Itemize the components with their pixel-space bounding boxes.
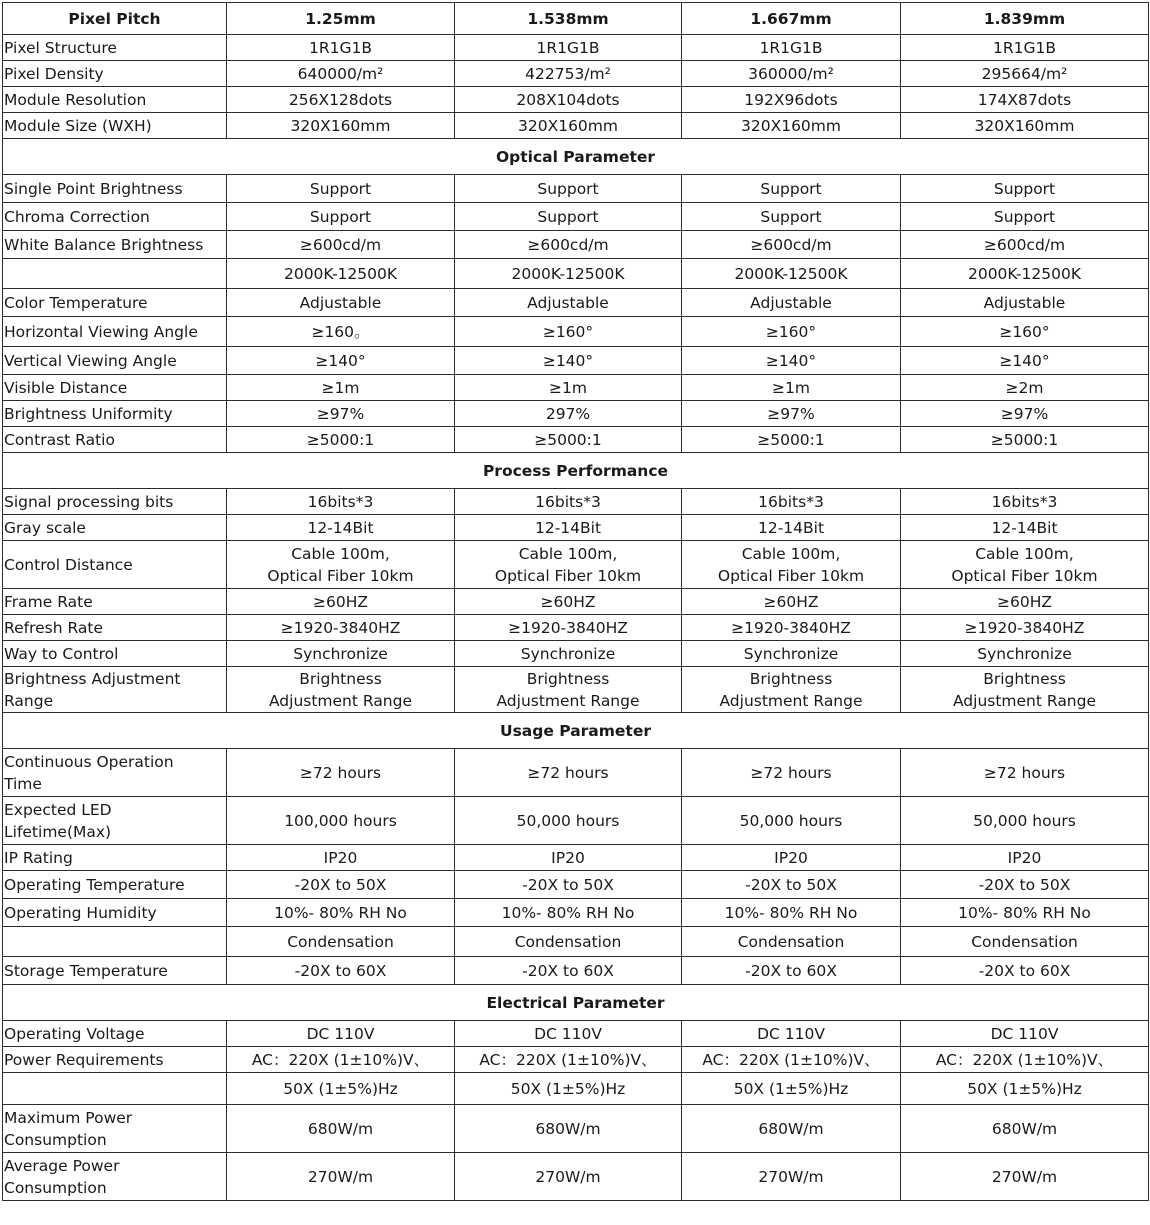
row-value-col-3: 680W/m (682, 1105, 901, 1153)
row-value-col-4: 12-14Bit (901, 515, 1149, 541)
row-value-col-2: 12-14Bit (455, 515, 682, 541)
section-header-row (3, 453, 1149, 489)
row-value-col-2: 1R1G1B (455, 35, 682, 61)
row-value-col-3: ≥600cd/m (682, 231, 901, 259)
row-value-col-2: ≥600cd/m (455, 231, 682, 259)
row-label: Signal processing bits (3, 489, 227, 515)
row-value-col-2: Support (455, 203, 682, 231)
table-row (3, 1153, 1149, 1201)
header-label: Pixel Pitch (3, 3, 227, 35)
table-row (3, 667, 1149, 713)
row-label: Operating Humidity (3, 899, 227, 927)
row-value-col-3: -20X to 60X (682, 957, 901, 985)
row-value-col-3: Brightness Adjustment Range (682, 667, 901, 713)
row-value-col-4: Support (901, 203, 1149, 231)
row-value-col-3: 50X (1±5%)Hz (682, 1073, 901, 1105)
row-value-col-3: Adjustable (682, 289, 901, 317)
table-row (3, 35, 1149, 61)
table-row (3, 259, 1149, 289)
header-row (3, 3, 1149, 35)
row-label: Pixel Structure (3, 35, 227, 61)
table-row (3, 1073, 1149, 1105)
row-value-col-1: Cable 100m, Optical Fiber 10km (227, 541, 455, 589)
row-value-col-3: ≥5000:1 (682, 427, 901, 453)
row-value-col-2: 10%- 80% RH No (455, 899, 682, 927)
row-value-col-2: ≥60HZ (455, 589, 682, 615)
row-value-col-2: -20X to 60X (455, 957, 682, 985)
row-value-col-1: -20X to 60X (227, 957, 455, 985)
row-value-col-1: ≥140° (227, 347, 455, 375)
row-value-col-2: Condensation (455, 927, 682, 957)
row-value-col-4: 10%- 80% RH No (901, 899, 1149, 927)
table-row (3, 175, 1149, 203)
row-value-col-3: 2000K-12500K (682, 259, 901, 289)
row-label: Brightness Adjustment Range (3, 667, 227, 713)
row-value-col-1: IP20 (227, 845, 455, 871)
table-row (3, 427, 1149, 453)
row-value-col-4: 50,000 hours (901, 797, 1149, 845)
row-value-col-4: -20X to 60X (901, 957, 1149, 985)
row-value-col-4: -20X to 50X (901, 871, 1149, 899)
row-value-col-2: 50X (1±5%)Hz (455, 1073, 682, 1105)
row-value-col-1: Adjustable (227, 289, 455, 317)
row-value-col-3: IP20 (682, 845, 901, 871)
row-value-col-1: 50X (1±5%)Hz (227, 1073, 455, 1105)
row-value-col-2: 50,000 hours (455, 797, 682, 845)
row-value-col-4: 16bits*3 (901, 489, 1149, 515)
table-row (3, 957, 1149, 985)
row-value-col-1: Condensation (227, 927, 455, 957)
table-row (3, 317, 1149, 347)
row-value-col-1: 1R1G1B (227, 35, 455, 61)
row-value-col-2: ≥5000:1 (455, 427, 682, 453)
row-label: Pixel Density (3, 61, 227, 87)
row-value-col-2: 2000K-12500K (455, 259, 682, 289)
row-value-col-4: DC 110V (901, 1021, 1149, 1047)
row-value-col-1: 640000/m² (227, 61, 455, 87)
row-value-col-1: 100,000 hours (227, 797, 455, 845)
row-value-col-1: 320X160mm (227, 113, 455, 139)
row-value-col-4: 174X87dots (901, 87, 1149, 113)
row-value-col-2: Brightness Adjustment Range (455, 667, 682, 713)
row-value-col-4: ≥600cd/m (901, 231, 1149, 259)
row-value-col-2: Adjustable (455, 289, 682, 317)
table-row (3, 589, 1149, 615)
row-value-col-2: 422753/m² (455, 61, 682, 87)
row-value-col-2: 320X160mm (455, 113, 682, 139)
table-row (3, 113, 1149, 139)
row-label: Operating Temperature (3, 871, 227, 899)
table-row (3, 749, 1149, 797)
row-value-col-1: ≥1m (227, 375, 455, 401)
table-row (3, 1105, 1149, 1153)
table-row (3, 87, 1149, 113)
row-value-col-2: 16bits*3 (455, 489, 682, 515)
row-label: Single Point Brightness (3, 175, 227, 203)
row-value-col-1: 680W/m (227, 1105, 455, 1153)
row-value-col-3: 50,000 hours (682, 797, 901, 845)
row-value-col-3: DC 110V (682, 1021, 901, 1047)
table-row (3, 927, 1149, 957)
row-value-col-3: Synchronize (682, 641, 901, 667)
row-value-col-4: Adjustable (901, 289, 1149, 317)
table-row (3, 1021, 1149, 1047)
row-value-col-2: Support (455, 175, 682, 203)
section-header-row (3, 713, 1149, 749)
row-value-col-4: AC：220X (1±10%)V、 (901, 1047, 1149, 1073)
row-label: Control Distance (3, 541, 227, 589)
row-value-col-2: -20X to 50X (455, 871, 682, 899)
row-value-col-2: Synchronize (455, 641, 682, 667)
row-value-col-2: ≥140° (455, 347, 682, 375)
row-value-col-2: AC：220X (1±10%)V、 (455, 1047, 682, 1073)
table-row (3, 489, 1149, 515)
section-title: Optical Parameter (3, 139, 1149, 175)
row-label: Horizontal Viewing Angle (3, 317, 227, 347)
row-value-col-1: ≥600cd/m (227, 231, 455, 259)
row-label: Gray scale (3, 515, 227, 541)
row-label: White Balance Brightness (3, 231, 227, 259)
row-label: Operating Voltage (3, 1021, 227, 1047)
table-row (3, 899, 1149, 927)
spec-table (2, 2, 1149, 1201)
row-label: Module Size (WXH) (3, 113, 227, 139)
row-value-col-4: ≥72 hours (901, 749, 1149, 797)
row-value-col-3: Support (682, 175, 901, 203)
row-value-col-3: ≥1920-3840HZ (682, 615, 901, 641)
row-value-col-4: ≥5000:1 (901, 427, 1149, 453)
row-label: Module Resolution (3, 87, 227, 113)
row-value-col-3: 360000/m² (682, 61, 901, 87)
row-label: Frame Rate (3, 589, 227, 615)
table-row (3, 401, 1149, 427)
table-row (3, 541, 1149, 589)
row-value-col-1: -20X to 50X (227, 871, 455, 899)
row-value-col-1: ≥1920-3840HZ (227, 615, 455, 641)
header-col-3: 1.667mm (682, 3, 901, 35)
row-value-col-1: DC 110V (227, 1021, 455, 1047)
row-value-col-2: 680W/m (455, 1105, 682, 1153)
row-value-col-1: 10%- 80% RH No (227, 899, 455, 927)
row-value-col-4: Brightness Adjustment Range (901, 667, 1149, 713)
section-title: Electrical Parameter (3, 985, 1149, 1021)
table-row (3, 615, 1149, 641)
row-value-col-3: ≥1m (682, 375, 901, 401)
row-value-col-4: 2000K-12500K (901, 259, 1149, 289)
row-label: Color Temperature (3, 289, 227, 317)
table-row (3, 641, 1149, 667)
row-label: Chroma Correction (3, 203, 227, 231)
row-value-col-1: 12-14Bit (227, 515, 455, 541)
row-value-col-1: Support (227, 175, 455, 203)
row-value-col-1: ≥97% (227, 401, 455, 427)
row-label: Maximum Power Consumption (3, 1105, 227, 1153)
section-title: Usage Parameter (3, 713, 1149, 749)
row-value-col-4: ≥160° (901, 317, 1149, 347)
section-header-row (3, 985, 1149, 1021)
table-row (3, 61, 1149, 87)
row-label: Visible Distance (3, 375, 227, 401)
row-value-col-4: Cable 100m, Optical Fiber 10km (901, 541, 1149, 589)
row-value-col-1: Support (227, 203, 455, 231)
row-value-col-2: 270W/m (455, 1153, 682, 1201)
row-label: IP Rating (3, 845, 227, 871)
row-label: Power Requirements (3, 1047, 227, 1073)
row-value-col-4: IP20 (901, 845, 1149, 871)
row-label (3, 927, 227, 957)
row-label: Storage Temperature (3, 957, 227, 985)
section-header-row (3, 139, 1149, 175)
row-label: Continuous Operation Time (3, 749, 227, 797)
row-value-col-4: 270W/m (901, 1153, 1149, 1201)
row-label: Refresh Rate (3, 615, 227, 641)
row-value-col-4: 295664/m² (901, 61, 1149, 87)
row-value-col-3: ≥72 hours (682, 749, 901, 797)
row-value-col-3: Cable 100m, Optical Fiber 10km (682, 541, 901, 589)
row-value-col-3: 270W/m (682, 1153, 901, 1201)
row-value-col-3: 10%- 80% RH No (682, 899, 901, 927)
row-value-col-3: ≥160° (682, 317, 901, 347)
row-value-col-4: Condensation (901, 927, 1149, 957)
row-value-col-1: AC：220X (1±10%)V、 (227, 1047, 455, 1073)
header-col-4: 1.839mm (901, 3, 1149, 35)
row-value-col-3: 12-14Bit (682, 515, 901, 541)
table-row (3, 347, 1149, 375)
row-value-col-3: 1R1G1B (682, 35, 901, 61)
header-col-2: 1.538mm (455, 3, 682, 35)
row-value-col-3: ≥60HZ (682, 589, 901, 615)
row-label: Brightness Uniformity (3, 401, 227, 427)
row-value-col-2: IP20 (455, 845, 682, 871)
row-value-col-3: AC：220X (1±10%)V、 (682, 1047, 901, 1073)
row-value-col-2: ≥1m (455, 375, 682, 401)
row-value-col-2: 208X104dots (455, 87, 682, 113)
row-value-col-3: 320X160mm (682, 113, 901, 139)
row-value-col-2: ≥72 hours (455, 749, 682, 797)
row-value-col-1: ≥72 hours (227, 749, 455, 797)
row-label (3, 1073, 227, 1105)
table-row (3, 203, 1149, 231)
row-label: Vertical Viewing Angle (3, 347, 227, 375)
table-row (3, 289, 1149, 317)
row-value-col-4: Support (901, 175, 1149, 203)
row-value-col-2: DC 110V (455, 1021, 682, 1047)
row-label (3, 259, 227, 289)
row-value-col-1: 2000K-12500K (227, 259, 455, 289)
row-value-col-2: Cable 100m, Optical Fiber 10km (455, 541, 682, 589)
row-value-col-1: 16bits*3 (227, 489, 455, 515)
row-value-col-2: ≥160° (455, 317, 682, 347)
table-row (3, 375, 1149, 401)
row-value-col-4: ≥140° (901, 347, 1149, 375)
row-value-col-4: 50X (1±5%)Hz (901, 1073, 1149, 1105)
row-value-col-3: -20X to 50X (682, 871, 901, 899)
table-row (3, 871, 1149, 899)
row-value-col-3: ≥97% (682, 401, 901, 427)
row-value-col-1: Brightness Adjustment Range (227, 667, 455, 713)
row-label: Expected LED Lifetime(Max) (3, 797, 227, 845)
table-row (3, 845, 1149, 871)
row-value-col-2: 297% (455, 401, 682, 427)
row-value-col-1: 256X128dots (227, 87, 455, 113)
row-label: Average Power Consumption (3, 1153, 227, 1201)
row-value-col-4: 320X160mm (901, 113, 1149, 139)
table-row (3, 797, 1149, 845)
row-value-col-3: ≥140° (682, 347, 901, 375)
table-row (3, 515, 1149, 541)
row-value-col-3: 16bits*3 (682, 489, 901, 515)
row-value-col-4: ≥2m (901, 375, 1149, 401)
row-label: Contrast Ratio (3, 427, 227, 453)
row-value-col-4: ≥1920-3840HZ (901, 615, 1149, 641)
table-row (3, 231, 1149, 259)
row-value-col-3: Support (682, 203, 901, 231)
row-value-col-2: ≥1920-3840HZ (455, 615, 682, 641)
row-value-col-4: 1R1G1B (901, 35, 1149, 61)
row-value-col-1: ≥160。 (227, 317, 455, 347)
row-value-col-4: Synchronize (901, 641, 1149, 667)
row-value-col-1: Synchronize (227, 641, 455, 667)
row-value-col-3: 192X96dots (682, 87, 901, 113)
row-value-col-1: ≥60HZ (227, 589, 455, 615)
spec-table-body (3, 3, 1149, 1201)
header-col-1: 1.25mm (227, 3, 455, 35)
row-value-col-3: Condensation (682, 927, 901, 957)
table-row (3, 1047, 1149, 1073)
section-title: Process Performance (3, 453, 1149, 489)
row-value-col-1: ≥5000:1 (227, 427, 455, 453)
row-value-col-4: ≥97% (901, 401, 1149, 427)
row-value-col-4: 680W/m (901, 1105, 1149, 1153)
row-label: Way to Control (3, 641, 227, 667)
row-value-col-1: 270W/m (227, 1153, 455, 1201)
row-value-col-4: ≥60HZ (901, 589, 1149, 615)
